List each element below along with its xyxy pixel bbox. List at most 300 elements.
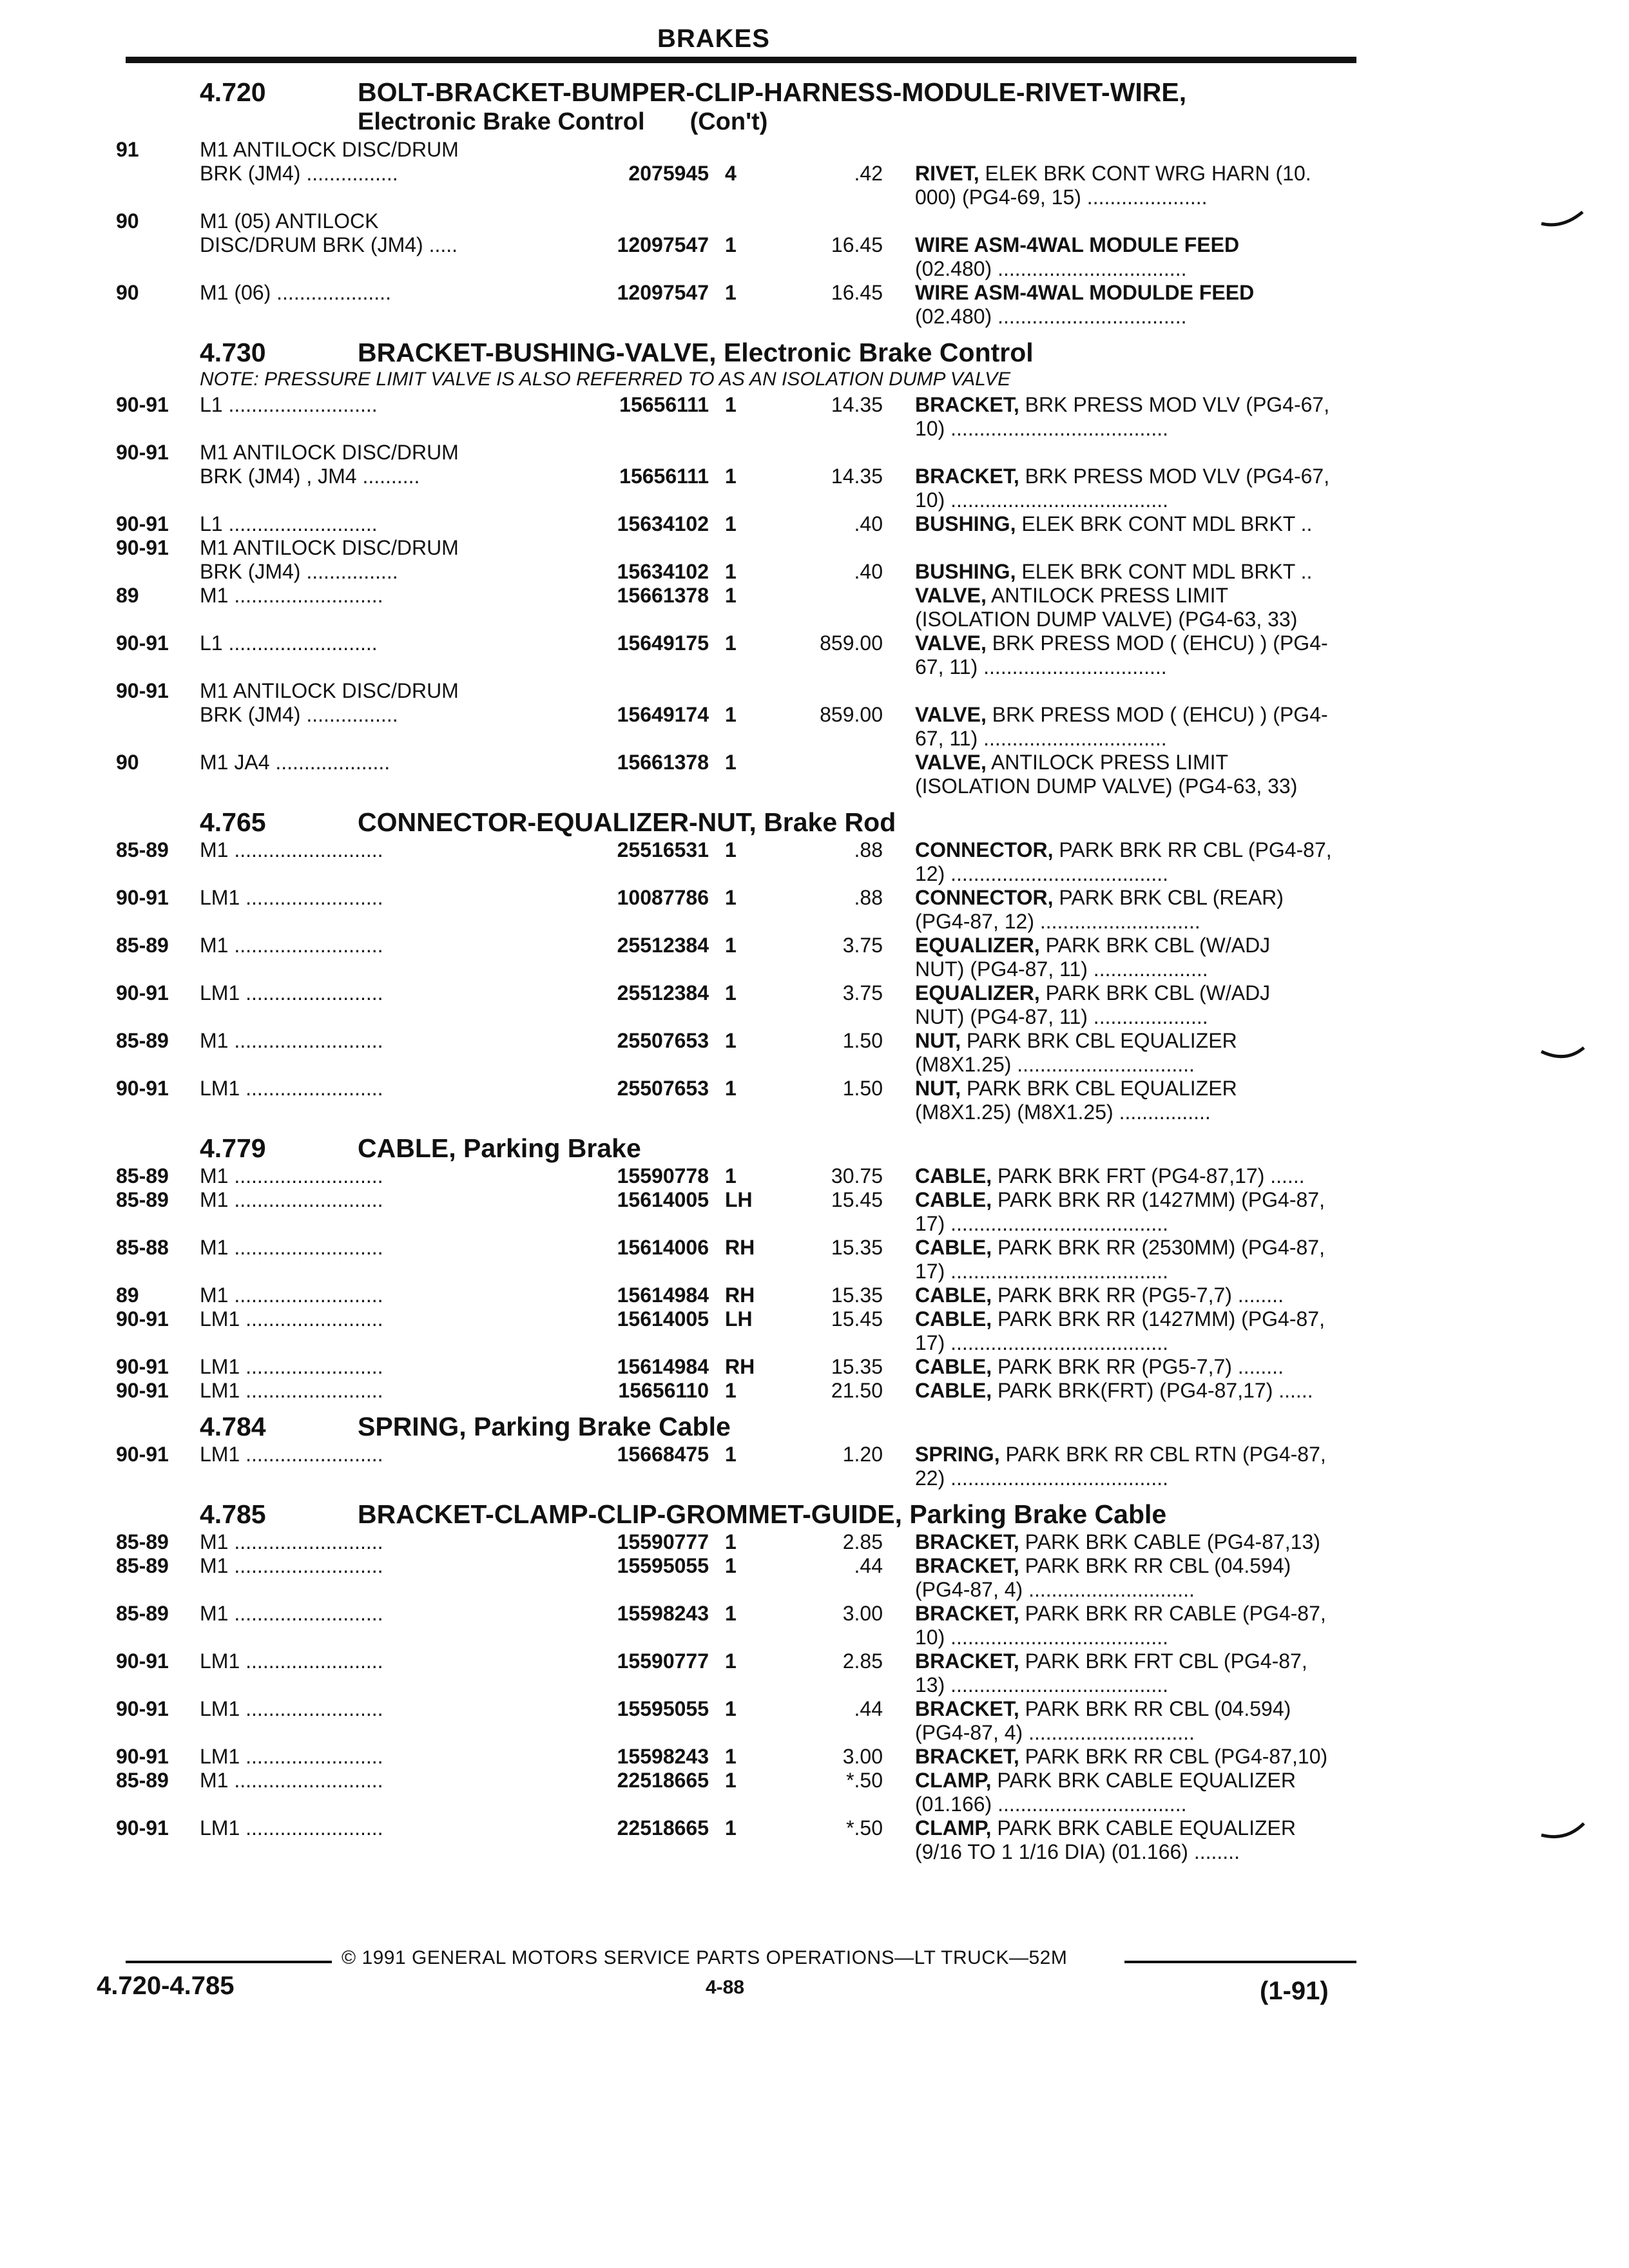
part-description-text: 13) ...................................... <box>915 1673 1168 1696</box>
section-title-main: BOLT-BRACKET-BUMPER-CLIP-HARNESS-MODULE-RIVET-WIRE, <box>358 77 1187 107</box>
quantity: 1 <box>725 886 737 909</box>
part-description-text: ELEK BRK CONT WRG HARN (10. <box>979 162 1311 185</box>
part-row <box>116 1578 1356 1602</box>
part-row <box>116 1307 1356 1331</box>
model-years: 89 <box>116 584 139 607</box>
part-row <box>116 584 1356 608</box>
part-description-text: ELEK BRK CONT MDL BRKT .. <box>1016 560 1313 583</box>
part-row <box>116 679 1356 703</box>
part-description <box>915 886 1356 910</box>
part-row <box>116 1379 1356 1403</box>
part-description <box>915 1053 1356 1077</box>
model-years: 90-91 <box>116 1816 169 1840</box>
part-row <box>116 608 1356 631</box>
part-description-text: PARK BRK CBL (W/ADJ <box>1039 934 1271 957</box>
part-description-text: PARK BRK RR (PG5-7,7) ........ <box>992 1355 1284 1378</box>
section-title <box>358 807 896 838</box>
model-application: LM1 ........................ <box>200 981 383 1004</box>
part-row <box>116 1697 1356 1721</box>
part-description <box>915 1745 1356 1769</box>
section-number: 4.765 <box>200 807 266 837</box>
part-description-text: PARK BRK CABLE EQUALIZER <box>991 1769 1296 1792</box>
section-range: 4.720-4.785 <box>97 1972 235 2000</box>
part-keyword: SPRING, <box>915 1443 1000 1466</box>
part-description <box>915 703 1356 727</box>
list-price: 2.85 <box>842 1649 883 1673</box>
part-description-text: PARK BRK RR CBL (PG4-87,10) <box>1019 1745 1328 1768</box>
section-title-qualifier: Parking Brake Cable <box>466 1412 731 1441</box>
model-application: L1 .......................... <box>200 512 378 535</box>
model-years: 90-91 <box>116 886 169 909</box>
part-number: 25512384 <box>617 981 709 1004</box>
running-head: BRAKES <box>657 24 770 53</box>
part-keyword: NUT, <box>915 1029 961 1052</box>
part-number: 15634102 <box>617 560 709 583</box>
quantity: 1 <box>725 1697 737 1720</box>
quantity: 1 <box>725 1769 737 1792</box>
part-number: 15614984 <box>617 1355 709 1378</box>
part-description <box>915 1029 1356 1053</box>
list-price: 3.00 <box>842 1745 883 1768</box>
section-title-qualifier: Brake Rod <box>756 807 896 837</box>
part-description-text: PARK BRK RR (1427MM) (PG4-87, <box>992 1188 1325 1211</box>
quantity: 1 <box>725 393 737 416</box>
model-years: 90-91 <box>116 1077 169 1100</box>
parts-section <box>116 1408 1356 1490</box>
part-description-text: PARK BRK CBL EQUALIZER <box>961 1029 1237 1052</box>
part-row <box>116 233 1356 257</box>
part-row <box>116 1721 1356 1745</box>
part-row <box>116 1029 1356 1053</box>
list-price: 859.00 <box>820 631 883 655</box>
section-header <box>116 803 1356 838</box>
part-row <box>116 886 1356 910</box>
parts-listing <box>116 68 1356 1864</box>
part-row <box>116 910 1356 934</box>
part-row <box>116 186 1356 209</box>
part-description <box>915 862 1356 886</box>
model-years: 85-88 <box>116 1236 169 1259</box>
part-description <box>915 1331 1356 1355</box>
part-row <box>116 1443 1356 1466</box>
part-row <box>116 138 1356 162</box>
part-description <box>915 1236 1356 1260</box>
part-row <box>116 1355 1356 1379</box>
part-row <box>116 1053 1356 1077</box>
model-application: M1 .......................... <box>200 1236 383 1259</box>
part-row <box>116 703 1356 727</box>
part-description-text: (M8X1.25) (M8X1.25) ................ <box>915 1100 1211 1124</box>
list-price: 15.35 <box>831 1355 883 1378</box>
part-keyword: CLAMP, <box>915 1769 992 1792</box>
list-price: .44 <box>854 1697 883 1720</box>
list-price: .40 <box>854 512 883 535</box>
part-description-text: PARK BRK FRT CBL (PG4-87, <box>1019 1649 1307 1673</box>
part-keyword: CABLE, <box>915 1307 992 1331</box>
model-years: 90-91 <box>116 1745 169 1768</box>
list-price: 3.00 <box>842 1602 883 1625</box>
model-application: LM1 ........................ <box>200 1745 383 1768</box>
model-application: LM1 ........................ <box>200 1649 383 1673</box>
model-years: 90-91 <box>116 1379 169 1402</box>
section-header <box>116 334 1356 369</box>
part-description-text: PARK BRK CBL EQUALIZER <box>961 1077 1237 1100</box>
part-keyword: VALVE, <box>915 751 987 774</box>
model-years: 85-89 <box>116 1164 169 1187</box>
part-description-text: ANTILOCK PRESS LIMIT <box>986 751 1229 774</box>
model-years: 85-89 <box>116 1029 169 1052</box>
part-description-text: NUT) (PG4-87, 11) .................... <box>915 1005 1208 1028</box>
part-description <box>915 1769 1356 1792</box>
model-application: LM1 ........................ <box>200 1443 383 1466</box>
part-description <box>915 1554 1356 1578</box>
model-application: LM1 ........................ <box>200 1697 383 1720</box>
part-number: 15590777 <box>617 1530 709 1553</box>
model-application: M1 .......................... <box>200 1283 383 1307</box>
model-years: 90-91 <box>116 536 169 559</box>
part-description-text: 67, 11) ................................ <box>915 655 1167 678</box>
quantity: 1 <box>725 1443 737 1466</box>
top-rule <box>126 57 1356 63</box>
part-description <box>915 1443 1356 1466</box>
part-description <box>915 465 1356 488</box>
part-row <box>116 1236 1356 1260</box>
section-subtitle-text: Electronic Brake Control <box>358 108 645 135</box>
section-number: 4.784 <box>200 1412 266 1441</box>
section-number: 4.779 <box>200 1133 266 1163</box>
part-number: 15614005 <box>617 1188 709 1211</box>
list-price: 3.75 <box>842 981 883 1004</box>
part-row <box>116 441 1356 465</box>
list-price: 15.35 <box>831 1283 883 1307</box>
part-description <box>915 584 1356 608</box>
quantity: 1 <box>725 233 737 256</box>
model-application: M1 .......................... <box>200 1602 383 1625</box>
part-keyword: CONNECTOR, <box>915 886 1054 909</box>
part-keyword: BUSHING, <box>915 512 1016 535</box>
list-price: 859.00 <box>820 703 883 726</box>
part-description-text: ANTILOCK PRESS LIMIT <box>986 584 1229 607</box>
part-keyword: BRACKET, <box>915 465 1019 488</box>
part-description <box>915 1697 1356 1721</box>
part-row <box>116 934 1356 957</box>
part-row <box>116 1260 1356 1283</box>
part-row <box>116 281 1356 305</box>
part-number: 12097547 <box>617 281 709 304</box>
part-number: 15598243 <box>617 1602 709 1625</box>
part-row <box>116 655 1356 679</box>
check-mark-icon <box>1540 1822 1585 1841</box>
part-row <box>116 1840 1356 1864</box>
part-description <box>915 957 1356 981</box>
part-number: 25516531 <box>617 838 709 861</box>
model-application: M1 (05) ANTILOCK <box>200 209 379 233</box>
list-price: 15.35 <box>831 1236 883 1259</box>
model-years: 91 <box>116 138 139 161</box>
part-keyword: CABLE, <box>915 1164 992 1187</box>
part-description <box>915 1816 1356 1840</box>
model-years: 89 <box>116 1283 139 1307</box>
part-description <box>915 1840 1356 1864</box>
part-number: 15598243 <box>617 1745 709 1768</box>
part-row <box>116 209 1356 233</box>
part-description <box>915 186 1356 209</box>
part-keyword: BRACKET, <box>915 1745 1019 1768</box>
model-years: 85-89 <box>116 934 169 957</box>
model-years: 90-91 <box>116 1649 169 1673</box>
list-price: 21.50 <box>831 1379 883 1402</box>
parts-section <box>116 334 1356 798</box>
model-application: L1 .......................... <box>200 393 378 416</box>
part-description <box>915 1530 1356 1554</box>
part-row <box>116 1077 1356 1100</box>
list-price: 3.75 <box>842 934 883 957</box>
part-description <box>915 608 1356 631</box>
part-number: 15614006 <box>617 1236 709 1259</box>
section-title-main: SPRING, <box>358 1412 467 1441</box>
part-number: 15668475 <box>617 1443 709 1466</box>
model-application: DISC/DRUM BRK (JM4) ..... <box>200 233 458 256</box>
model-application: M1 .......................... <box>200 934 383 957</box>
model-application: M1 .......................... <box>200 1029 383 1052</box>
part-description-text: PARK BRK CABLE EQUALIZER <box>991 1816 1296 1840</box>
list-price: 16.45 <box>831 281 883 304</box>
model-years: 85-89 <box>116 1554 169 1577</box>
list-price: *.50 <box>846 1769 883 1792</box>
part-number: 10087786 <box>617 886 709 909</box>
section-number: 4.730 <box>200 338 266 367</box>
parts-section <box>116 1129 1356 1403</box>
part-description-text: (ISOLATION DUMP VALVE) (PG4-63, 33) <box>915 774 1298 798</box>
model-years: 85-89 <box>116 1602 169 1625</box>
part-number: 15656111 <box>619 393 709 416</box>
part-number: 15661378 <box>617 751 709 774</box>
part-keyword: BRACKET, <box>915 393 1019 416</box>
part-number: 15595055 <box>617 1554 709 1577</box>
quantity: 1 <box>725 1029 737 1052</box>
list-price: 15.45 <box>831 1307 883 1331</box>
model-application: LM1 ........................ <box>200 886 383 909</box>
part-number: 15649175 <box>617 631 709 655</box>
part-description <box>915 257 1356 281</box>
part-row <box>116 1466 1356 1490</box>
part-description-text: PARK BRK RR (2530MM) (PG4-87, <box>992 1236 1325 1259</box>
part-row <box>116 1100 1356 1124</box>
part-row <box>116 1554 1356 1578</box>
quantity: 1 <box>725 1816 737 1840</box>
part-description <box>915 1602 1356 1626</box>
list-price: 2.85 <box>842 1530 883 1553</box>
quantity: 1 <box>725 512 737 535</box>
part-description <box>915 1355 1356 1379</box>
part-number: 15590778 <box>617 1164 709 1187</box>
part-row <box>116 488 1356 512</box>
footer-rule-right <box>1124 1961 1356 1963</box>
part-row <box>116 1602 1356 1626</box>
part-keyword: BRACKET, <box>915 1554 1019 1577</box>
list-price: 30.75 <box>831 1164 883 1187</box>
part-number: 15590777 <box>617 1649 709 1673</box>
list-price: 14.35 <box>831 465 883 488</box>
model-application: L1 .......................... <box>200 631 378 655</box>
model-years: 85-89 <box>116 1530 169 1553</box>
part-row <box>116 512 1356 536</box>
list-price: 1.50 <box>842 1029 883 1052</box>
part-row <box>116 1164 1356 1188</box>
part-description <box>915 774 1356 798</box>
part-description <box>915 1188 1356 1212</box>
part-row <box>116 1212 1356 1236</box>
model-application: M1 (06) .................... <box>200 281 391 304</box>
part-row <box>116 727 1356 751</box>
model-years: 90-91 <box>116 981 169 1004</box>
part-description <box>915 233 1356 257</box>
part-description <box>915 631 1356 655</box>
part-description-text: PARK BRK(FRT) (PG4-87,17) ...... <box>992 1379 1313 1402</box>
part-keyword: BUSHING, <box>915 560 1016 583</box>
part-row <box>116 536 1356 560</box>
quantity: RH <box>725 1236 755 1259</box>
part-description <box>915 934 1356 957</box>
quantity: 1 <box>725 560 737 583</box>
part-keyword: BRACKET, <box>915 1697 1019 1720</box>
section-title-main: CONNECTOR-EQUALIZER-NUT, <box>358 807 757 837</box>
quantity: 1 <box>725 1554 737 1577</box>
list-price: 15.45 <box>831 1188 883 1211</box>
model-application: M1 .......................... <box>200 1530 383 1553</box>
part-row <box>116 465 1356 488</box>
part-row <box>116 1745 1356 1769</box>
part-description-text: 17) ...................................... <box>915 1212 1168 1235</box>
model-application: BRK (JM4) ................ <box>200 560 398 583</box>
list-price: .88 <box>854 838 883 861</box>
quantity: 1 <box>725 1649 737 1673</box>
part-description-text: PARK BRK CBL (REAR) <box>1053 886 1284 909</box>
quantity: 1 <box>725 751 737 774</box>
part-description-text: BRK PRESS MOD ( (EHCU) ) (PG4- <box>986 703 1328 726</box>
part-description <box>915 981 1356 1005</box>
list-price: .44 <box>854 1554 883 1577</box>
part-row <box>116 1673 1356 1697</box>
model-years: 90 <box>116 751 139 774</box>
part-description-text: 10) ...................................... <box>915 488 1168 512</box>
section-title-main: CABLE, <box>358 1133 456 1163</box>
part-description-text: 10) ...................................... <box>915 417 1168 440</box>
quantity: 1 <box>725 1602 737 1625</box>
part-description <box>915 1164 1356 1188</box>
model-years: 90-91 <box>116 1697 169 1720</box>
quantity: 1 <box>725 281 737 304</box>
check-mark-icon <box>1540 1044 1585 1063</box>
quantity: 1 <box>725 703 737 726</box>
part-keyword: BRACKET, <box>915 1602 1019 1625</box>
part-description-text: ELEK BRK CONT MDL BRKT .. <box>1016 512 1313 535</box>
part-row <box>116 1331 1356 1355</box>
quantity: 1 <box>725 934 737 957</box>
part-description-text: PARK BRK CABLE (PG4-87,13) <box>1019 1530 1320 1553</box>
part-number: 15614984 <box>617 1283 709 1307</box>
part-description <box>915 560 1356 584</box>
model-application: M1 ANTILOCK DISC/DRUM <box>200 679 459 702</box>
model-application: M1 JA4 .................... <box>200 751 390 774</box>
part-row <box>116 257 1356 281</box>
part-number: 15614005 <box>617 1307 709 1331</box>
part-description <box>915 488 1356 512</box>
list-price: .42 <box>854 162 883 185</box>
model-years: 90-91 <box>116 441 169 464</box>
section-title-main: BRACKET-BUSHING-VALVE, <box>358 338 717 367</box>
part-description <box>915 655 1356 679</box>
model-application: BRK (JM4) ................ <box>200 162 398 185</box>
part-row <box>116 1792 1356 1816</box>
part-description-text: PARK BRK FRT (PG4-87,17) ...... <box>992 1164 1305 1187</box>
part-description <box>915 1626 1356 1649</box>
quantity: 1 <box>725 465 737 488</box>
part-description-text: 000) (PG4-69, 15) ..................... <box>915 186 1208 209</box>
part-description-text: (9/16 TO 1 1/16 DIA) (01.166) ........ <box>915 1840 1240 1863</box>
part-keyword: EQUALIZER, <box>915 981 1040 1004</box>
part-description <box>915 1212 1356 1236</box>
part-description <box>915 417 1356 441</box>
model-application: LM1 ........................ <box>200 1077 383 1100</box>
part-number: 15656110 <box>618 1379 709 1402</box>
part-description-text: 67, 11) ................................ <box>915 727 1167 750</box>
part-row <box>116 1283 1356 1307</box>
parts-section <box>116 73 1356 329</box>
section-header <box>116 1408 1356 1443</box>
part-row <box>116 631 1356 655</box>
part-keyword: VALVE, <box>915 584 987 607</box>
part-description <box>915 1100 1356 1124</box>
part-description <box>915 838 1356 862</box>
part-description <box>915 1260 1356 1283</box>
model-years: 90 <box>116 209 139 233</box>
part-description-text: BRK PRESS MOD ( (EHCU) ) (PG4- <box>986 631 1328 655</box>
part-description <box>915 393 1356 417</box>
section-header <box>116 1129 1356 1164</box>
part-row <box>116 560 1356 584</box>
footer-rule-left <box>126 1961 332 1963</box>
model-application: M1 .......................... <box>200 1188 383 1211</box>
part-row <box>116 1649 1356 1673</box>
model-application: LM1 ........................ <box>200 1355 383 1378</box>
part-keyword: CABLE, <box>915 1188 992 1211</box>
part-description <box>915 512 1356 536</box>
section-title <box>358 1499 1166 1530</box>
part-keyword: WIRE ASM-4WAL MODULE FEED <box>915 233 1240 256</box>
part-keyword: CABLE, <box>915 1236 992 1259</box>
part-keyword: EQUALIZER, <box>915 934 1040 957</box>
part-description <box>915 1005 1356 1029</box>
parts-section <box>116 803 1356 1124</box>
part-keyword: CABLE, <box>915 1355 992 1378</box>
model-application: M1 ANTILOCK DISC/DRUM <box>200 138 459 161</box>
part-row <box>116 838 1356 862</box>
list-price: .40 <box>854 560 883 583</box>
part-keyword: CONNECTOR, <box>915 838 1054 861</box>
part-row <box>116 774 1356 798</box>
part-description-text: PARK BRK RR CBL (PG4-87, <box>1053 838 1332 861</box>
list-price: 16.45 <box>831 233 883 256</box>
part-keyword: CABLE, <box>915 1379 992 1402</box>
part-description <box>915 727 1356 751</box>
part-description <box>915 1649 1356 1673</box>
part-keyword: RIVET, <box>915 162 979 185</box>
page-number: 4-88 <box>706 1977 745 1998</box>
part-description <box>915 1077 1356 1100</box>
model-application: LM1 ........................ <box>200 1307 383 1331</box>
part-description-text: 17) ...................................... <box>915 1260 1168 1283</box>
